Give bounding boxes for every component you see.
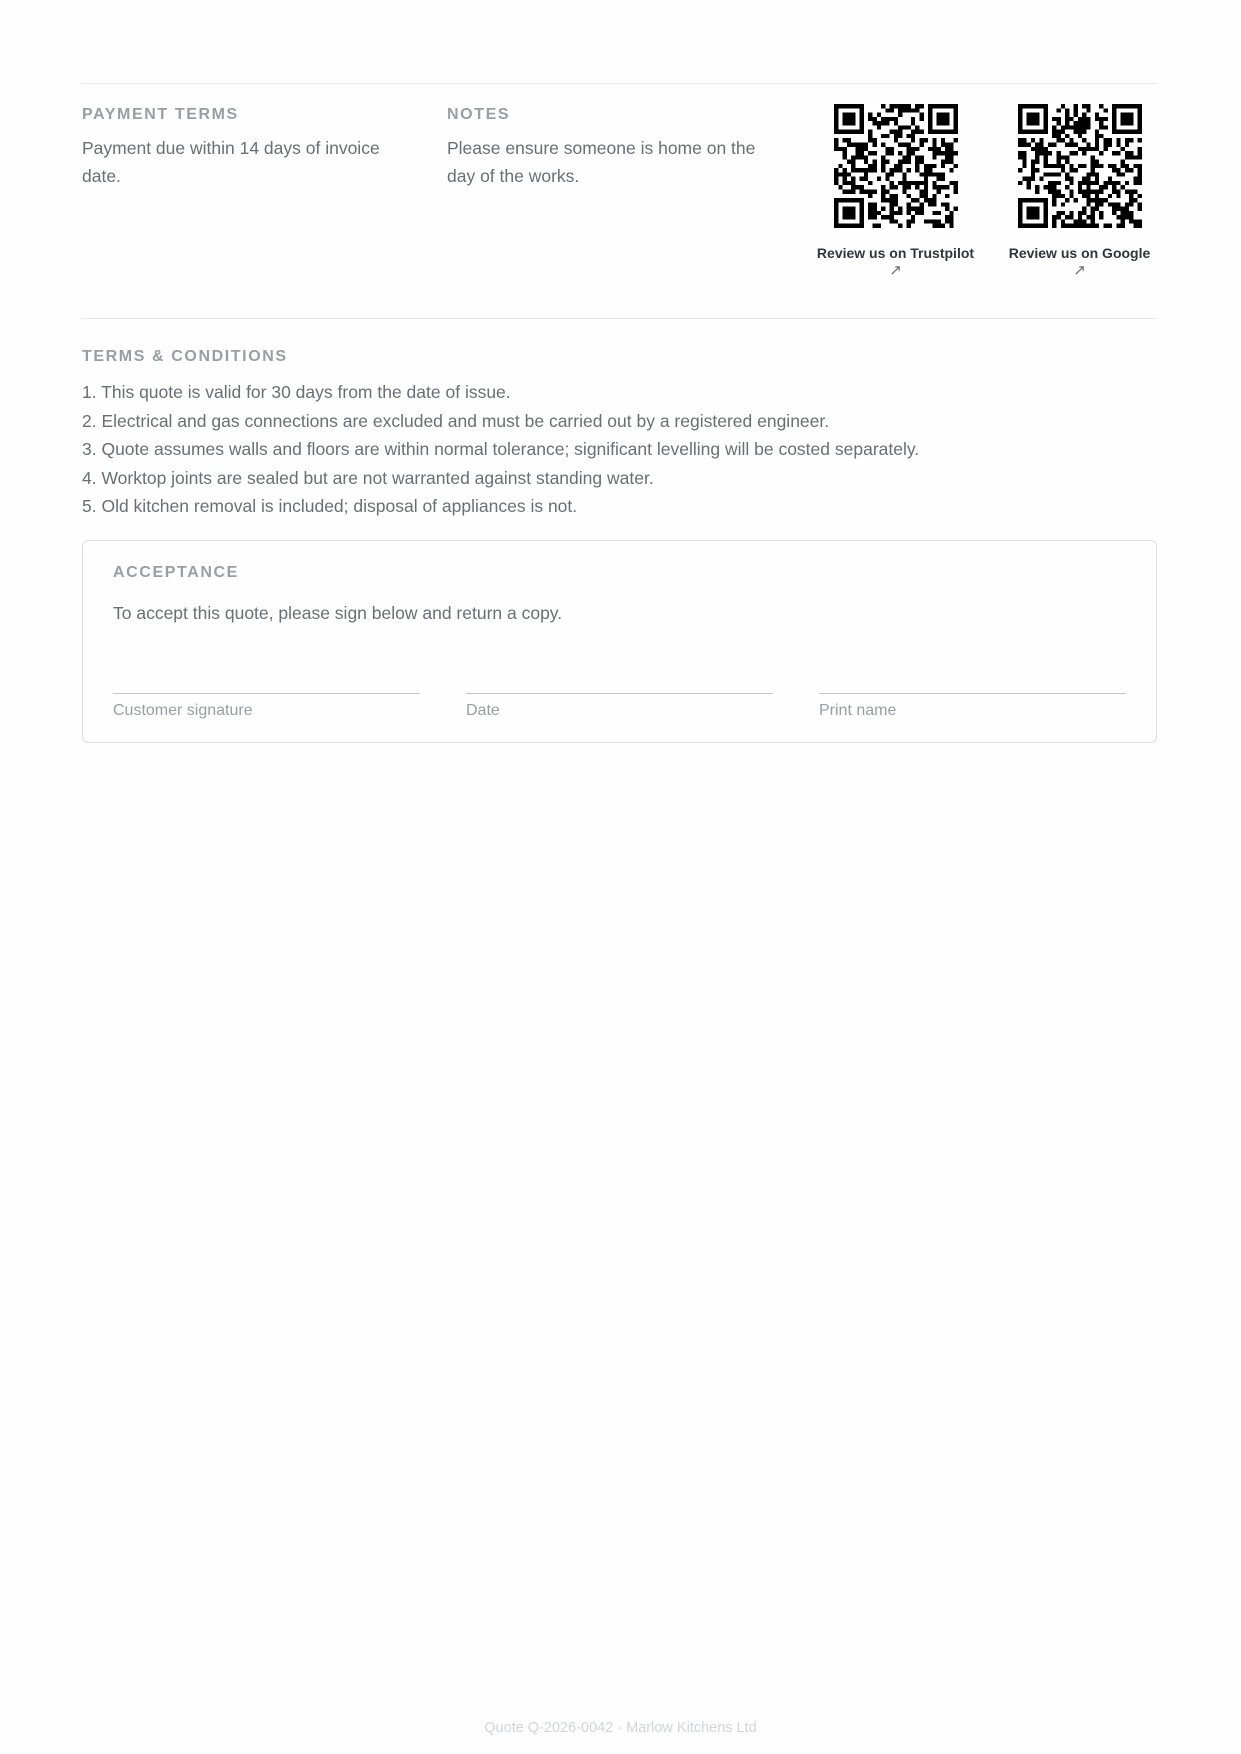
google-review-label: Review us on Google (1008, 245, 1151, 261)
terms-item: 2. Electrical and gas connections are excluded and must be carried out by a registered engineer. (82, 410, 830, 431)
acceptance-text: To accept this quote, please sign below and return a copy. (113, 603, 563, 623)
trustpilot-review-label: Review us on Trustpilot (816, 245, 975, 261)
terms-section (82, 348, 1157, 521)
payment-terms-heading: PAYMENT TERMS (82, 106, 239, 123)
signature-line (113, 693, 420, 694)
signature-line (819, 693, 1126, 694)
print-name-label: Print name (819, 702, 897, 719)
acceptance-box (82, 540, 1157, 743)
customer-signature-label: Customer signature (113, 702, 253, 719)
date-field[interactable] (466, 693, 773, 720)
notes-heading: NOTES (447, 106, 511, 123)
notes-section (447, 106, 777, 190)
external-link-arrow-icon: ↗ (1073, 262, 1086, 279)
google-qr-code (1018, 104, 1142, 228)
terms-list (82, 378, 1157, 521)
google-review-link[interactable] (992, 104, 1167, 279)
terms-item: 3. Quote assumes walls and floors are within normal tolerance; significant levelling will be costed separately. (82, 439, 920, 459)
trustpilot-qr-code (834, 104, 958, 228)
top-divider (82, 83, 1157, 84)
print-name-field[interactable] (819, 693, 1126, 720)
section-divider (82, 318, 1157, 319)
signature-line (466, 693, 773, 694)
terms-item: 4. Worktop joints are sealed but are not warranted against standing water. (82, 467, 654, 488)
customer-signature-field[interactable] (113, 693, 420, 720)
terms-item: 5. Old kitchen removal is included; disposal of appliances is not. (82, 496, 578, 516)
date-label: Date (466, 702, 500, 719)
acceptance-heading: ACCEPTANCE (113, 564, 239, 581)
terms-item: 1. This quote is valid for 30 days from the date of issue. (82, 382, 511, 402)
page-footer: Quote Q-2026-0042 · Marlow Kitchens Ltd (484, 1720, 757, 1736)
terms-heading: TERMS & CONDITIONS (82, 348, 288, 365)
external-link-arrow-icon: ↗ (889, 262, 902, 279)
notes-text: Please ensure someone is home on the day of the works. (447, 138, 756, 186)
payment-terms-section (82, 106, 412, 190)
trustpilot-review-link[interactable] (808, 104, 983, 279)
payment-terms-text: Payment due within 14 days of invoice date. (82, 138, 380, 186)
